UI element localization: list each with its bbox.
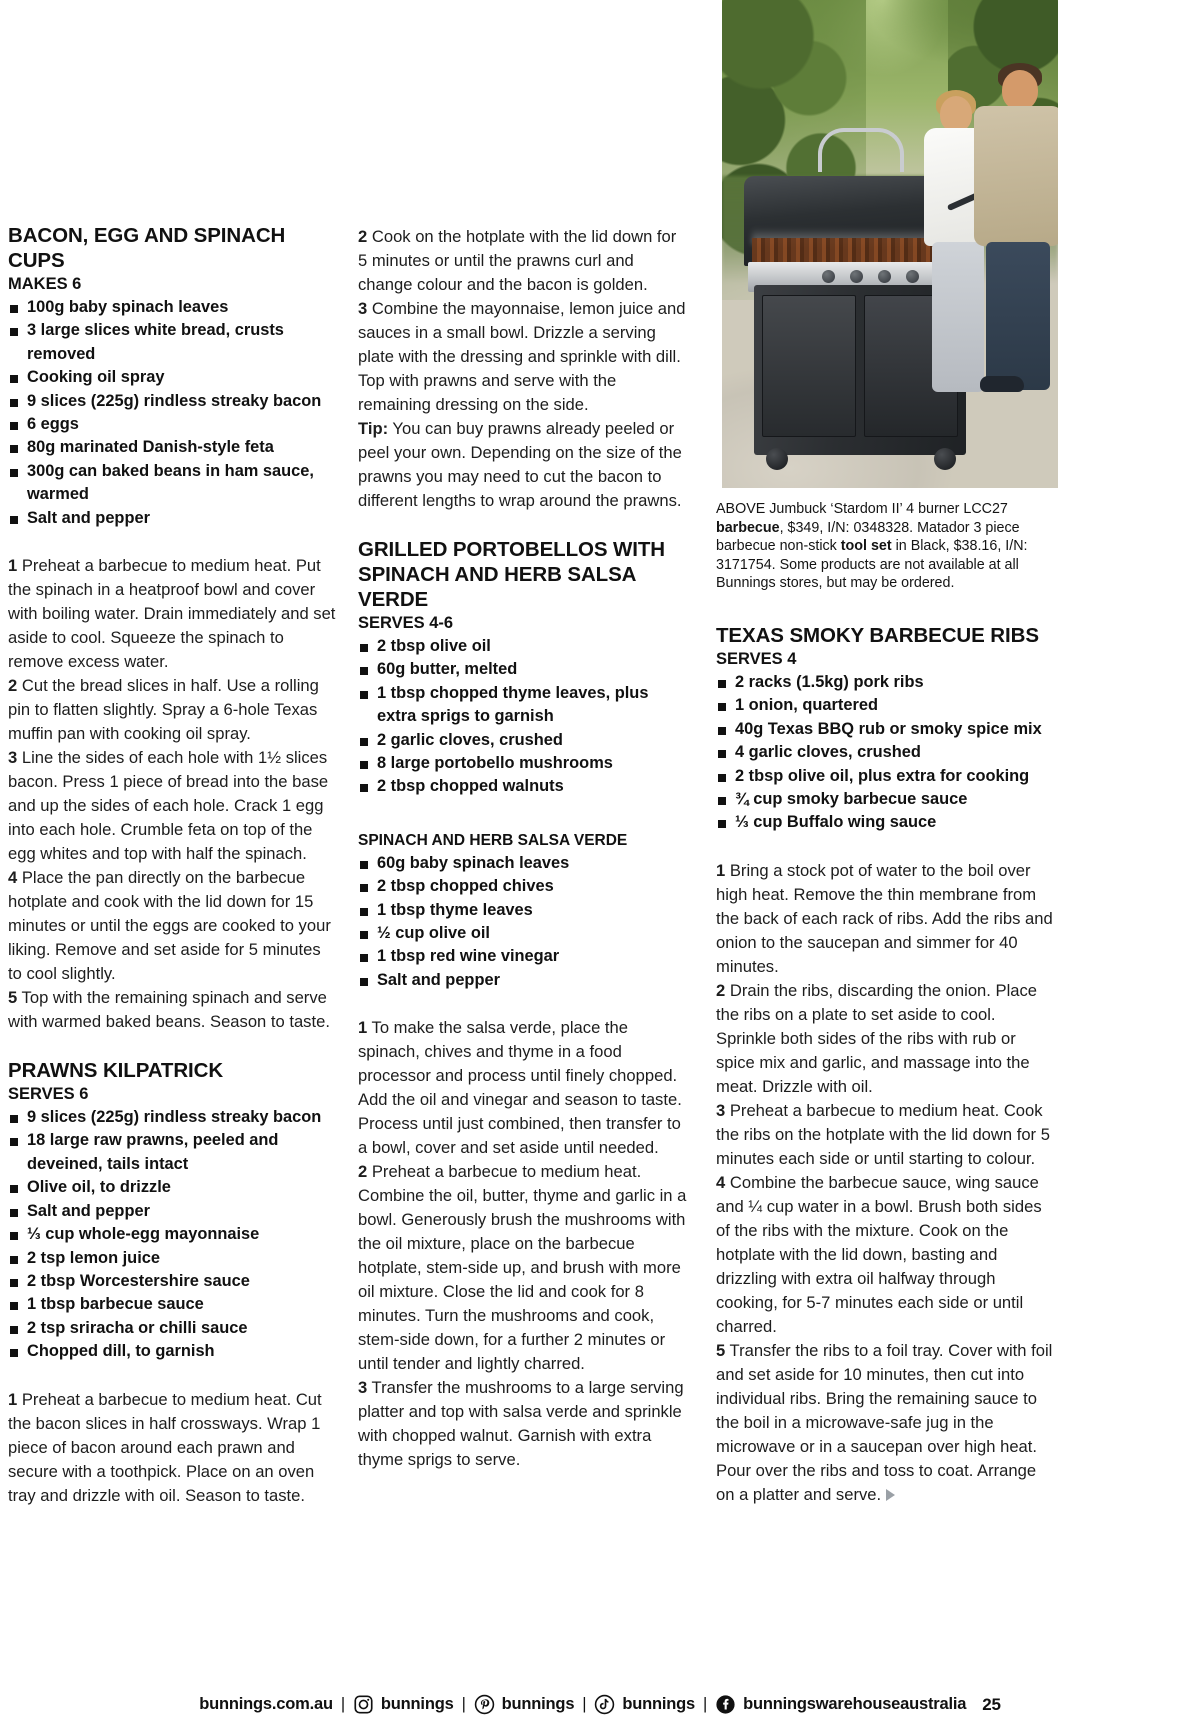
step-text: Combine the mayonnaise, lemon juice and sauces in a small bowl. Drizzle a serving plate with the dressing and sprinkle with dill. Top with prawns and serve with the remaining dressing on the side. [358,299,686,414]
bbq-caster-wheel [934,448,956,470]
step-number: 1 [358,1018,368,1038]
person-foreground [972,70,1058,400]
footer-handle-instagram[interactable]: bunnings [380,1695,454,1713]
ingredient-item: 60g baby spinach leaves [358,852,688,875]
step-text: Drain the ribs, discarding the onion. Place the ribs on a plate to set aside to cool. Sprinkle both sides of the ribs with rub or spice mix and garlic, and massage into the meat. Drizzle with oil. [716,980,1038,1096]
step-text: Line the sides of each hole with 1½ slices bacon. Press 1 piece of bread into the base and up the sides of each hole. Crack 1 egg into each hole. Crumble feta on top of the egg whites and top with half the spinach. [8,748,329,864]
ingredient-item: ⅓ cup Buffalo wing sauce [716,811,1056,834]
ingredient-item: 4 garlic cloves, crushed [716,741,1056,764]
method-prawns-kilpatrick-part2 [358,225,688,513]
step-text: Combine the barbecue sauce, wing sauce and ¼ cup water in a bowl. Brush both sides of the ribs with the mixture. Cook on the hotplate with the lid down, basting and drizzling with extra oil halfway through cooking, for 5-7 minutes each side or until charred. [716,1172,1042,1336]
footer-handle-tiktok[interactable]: bunnings [622,1695,696,1713]
ingredient-item: Cooking oil spray [8,366,338,389]
ingredient-item: 8 large portobello mushrooms [358,752,688,775]
photo-canvas [722,0,1058,488]
method-prawns-kilpatrick-part1 [8,1388,338,1508]
method-step [716,1171,1056,1339]
serves-prawns-kilpatrick: SERVES 6 [8,1085,89,1104]
ingredient-item: 2 tbsp olive oil [358,635,688,658]
bbq-knob [878,270,891,283]
step-text: Preheat a barbecue to medium heat. Put the spinach in a heatproof bowl and cover with boiling water. Drain immediately and set aside to cool. Squeeze the spinach to remove excess water. [8,556,336,672]
method-step [8,674,338,746]
method-step [8,986,338,1034]
ingredient-list-grilled-portobellos [358,635,688,799]
caption-product-tool-set: tool set [840,538,892,555]
ingredient-item: 1 tbsp red wine vinegar [358,945,688,968]
ingredient-item: 40g Texas BBQ rub or smoky spice mix [716,718,1056,741]
step-text: Preheat a barbecue to medium heat. Cook the ribs on the hotplate with the lid down for 5 minutes each side or until starting to colour. [716,1100,1050,1168]
caption-seg: ABOVE Jumbuck ‘Stardom II’ 4 burner LCC27 [716,501,1008,517]
person-shoe [980,376,1024,392]
method-grilled-portobellos [358,1016,688,1472]
step-text: Place the pan directly on the barbecue hotplate and cook with the lid down for 15 minutes or until the eggs are cooked to your liking. Remove and set aside for 5 minutes to cool slightly. [8,868,331,984]
step-text: To make the salsa verde, place the spinach, chives and thyme in a food processor and process until finely chopped. Add the oil and vinegar and season to taste. Process until just combined, then transfer to a bowl, cover and set aside until needed. [358,1018,682,1158]
recipe-title-bacon-egg-spinach-cups: BACON, EGG AND SPINACH CUPS [8,224,286,272]
serves-texas-smoky-ribs: SERVES 4 [716,649,797,668]
step-text: Preheat a barbecue to medium heat. Combine the oil, butter, thyme and garlic in a bowl. Generously brush the mushrooms with the oil mixture, place on the barbecue hotplate, stem-side up, and brush with more oil mixture. Close the lid and cook for 8 minutes. Turn the mushrooms and cook, stem-side down, for a further 2 minutes or until tender and lightly charred. [358,1162,687,1374]
method-step [8,746,338,866]
ingredient-item: 9 slices (225g) rindless streaky bacon [8,1106,338,1129]
caption-seg: , $349, I/N: 0348328. Matador 3 piece barbecue non-stick [716,519,1020,555]
ingredient-item: 2 tsp sriracha or chilli sauce [8,1317,338,1340]
ingredient-item: 2 racks (1.5kg) pork ribs [716,671,1056,694]
ingredient-item: 2 garlic cloves, crushed [358,729,688,752]
tip-text: You can buy prawns already peeled or peel your own. Depending on the size of the prawns you may need to cut the bacon to different lengths to wrap around the prawns. [358,419,682,510]
method-step [358,225,688,297]
ingredient-list-salsa-verde [358,852,688,992]
footer-separator: | [461,1695,466,1713]
method-bacon-egg-spinach-cups [8,554,338,1034]
bbq-hood-handle [818,128,904,172]
ingredient-item: 2 tbsp olive oil, plus extra for cooking [716,765,1056,788]
step-number: 5 [716,1340,726,1360]
ingredient-item: 60g butter, melted [358,658,688,681]
ingredient-item: 1 tbsp thyme leaves [358,899,688,922]
step-number: 3 [358,1378,368,1398]
step-text: Transfer the ribs to a foil tray. Cover with foil and set aside for 10 minutes, then cut into individual ribs. Bring the remaining sauce to the boil in a microwave-safe jug in the microwave or in a saucepan over high heat. Pour over the ribs and toss to coat. Arrange on a platter and serve. [716,1340,1053,1504]
ingredient-item: 300g can baked beans in ham sauce, warmed [8,460,338,507]
step-number: 5 [8,988,18,1008]
page-number: 25 [982,1694,1001,1714]
photo-caption [716,500,1056,593]
recipe-tip [358,417,688,513]
step-text: Cook on the hotplate with the lid down for 5 minutes or until the prawns curl and change colour and the bacon is golden. [358,227,677,294]
step-number: 1 [8,1389,18,1409]
method-step [8,866,338,986]
column-left [8,223,338,1508]
footer-website-link[interactable]: bunnings.com.au [199,1695,333,1713]
column-right [716,500,1056,1507]
facebook-icon[interactable] [715,1694,736,1715]
step-text: Bring a stock pot of water to the boil over high heat. Remove the thin membrane from the back of each rack of ribs. Add the ribs and onion to the saucepan and simmer for 40 minutes. [716,860,1053,976]
ingredient-item: Salt and pepper [8,507,338,530]
method-step [358,1016,688,1160]
footer-handle-facebook[interactable]: bunningswarehouseaustralia [743,1695,967,1713]
continues-arrow-icon [886,1489,895,1501]
method-step [716,859,1056,979]
ingredient-item: 3 large slices white bread, crusts removed [8,319,338,366]
ingredient-item: 2 tbsp chopped chives [358,875,688,898]
ingredient-item: 9 slices (225g) rindless streaky bacon [8,390,338,413]
step-number: 2 [358,1162,368,1182]
method-step [8,554,338,674]
ingredient-item: 2 tbsp chopped walnuts [358,775,688,798]
step-text: Preheat a barbecue to medium heat. Cut the bacon slices in half crossways. Wrap 1 piece of bacon around each prawn and secure with a toothpick. Place on an oven tray and drizzle with oil. Season to taste. [8,1389,322,1505]
footer-handle-pinterest[interactable]: bunnings [501,1695,575,1713]
ingredient-list-texas-smoky-ribs [716,671,1056,835]
caption-product-barbecue: barbecue [716,519,780,536]
ingredient-list-prawns-kilpatrick [8,1106,338,1363]
step-text: Top with the remaining spinach and serve with warmed baked beans. Season to taste. [8,988,330,1032]
method-step [358,1160,688,1376]
step-text: Transfer the mushrooms to a large serving platter and top with salsa verde and sprinkle with chopped walnut. Garnish with extra thyme sprigs to serve. [358,1378,684,1470]
step-number: 1 [8,556,18,576]
ingredient-item: 2 tsp lemon juice [8,1247,338,1270]
step-number: 2 [716,980,726,1000]
ingredient-item: ½ cup olive oil [358,922,688,945]
ingredient-item: ¾ cup smoky barbecue sauce [716,788,1056,811]
column-middle [358,225,688,1472]
footer-separator: | [340,1695,345,1713]
person-head [1002,70,1038,110]
bbq-caster-wheel [766,448,788,470]
ingredient-item: 1 tbsp chopped thyme leaves, plus extra sprigs to garnish [358,682,688,729]
step-number: 3 [716,1100,726,1120]
person-head [940,96,972,132]
page-footer [0,1694,1200,1715]
step-number: 4 [8,868,18,888]
ingredient-list-bacon-egg-spinach-cups [8,296,338,530]
ingredient-item: 1 tbsp barbecue sauce [8,1293,338,1316]
ingredient-item: 6 eggs [8,413,338,436]
serves-bacon-egg-spinach-cups: MAKES 6 [8,275,82,293]
ingredient-item: 80g marinated Danish-style feta [8,436,338,459]
recipe-title-prawns-kilpatrick: PRAWNS KILPATRICK [8,1059,224,1083]
person-legs [986,242,1050,390]
method-step [8,1388,338,1508]
ingredient-item: Salt and pepper [8,1200,338,1223]
subsection-salsa-verde-heading: SPINACH AND HERB SALSA VERDE [358,831,628,849]
serves-grilled-portobellos: SERVES 4-6 [358,614,454,632]
pinterest-icon[interactable] [474,1694,495,1715]
footer-separator: | [703,1695,708,1713]
method-step [358,297,688,417]
tiktok-icon[interactable] [594,1694,615,1715]
step-number: 2 [8,676,18,696]
ingredient-item: 1 onion, quartered [716,694,1056,717]
method-step [358,1376,688,1472]
ingredient-item: Olive oil, to drizzle [8,1176,338,1199]
method-step [716,1099,1056,1171]
ingredient-item: ⅓ cup whole-egg mayonnaise [8,1223,338,1246]
method-texas-smoky-ribs [716,859,1056,1507]
recipe-title-texas-smoky-ribs: TEXAS SMOKY BARBECUE RIBS [716,623,1039,647]
method-step [716,1339,1056,1507]
ingredient-item: 18 large raw prawns, peeled and deveined, tails intact [8,1129,338,1176]
instagram-icon[interactable] [353,1694,374,1715]
bbq-knob [822,270,835,283]
ingredient-item: Salt and pepper [358,969,688,992]
person-torso [974,106,1058,246]
step-number: 1 [716,860,726,880]
recipe-title-grilled-portobellos: GRILLED PORTOBELLOS WITH SPINACH AND HERB SALSA VERDE [358,538,665,611]
caption-seg: in Black, $38.16, I/N: 3171754. Some products are not available at all Bunnings stores, but may be ordered. [716,538,1028,592]
barbecue-lifestyle-photo [722,0,1058,488]
method-step [716,979,1056,1099]
step-text: Cut the bread slices in half. Use a rolling pin to flatten slightly. Spray a 6-hole Texas muffin pan with cooking oil spray. [8,676,319,744]
step-number: 3 [8,748,18,768]
bbq-knob [850,270,863,283]
step-number: 3 [358,299,368,318]
footer-separator: | [582,1695,587,1713]
ingredient-item: Chopped dill, to garnish [8,1340,338,1363]
step-number: 2 [358,227,368,246]
ingredient-item: 2 tbsp Worcestershire sauce [8,1270,338,1293]
step-number: 4 [716,1172,726,1192]
tip-label: Tip: [358,419,389,438]
ingredient-item: 100g baby spinach leaves [8,296,338,319]
